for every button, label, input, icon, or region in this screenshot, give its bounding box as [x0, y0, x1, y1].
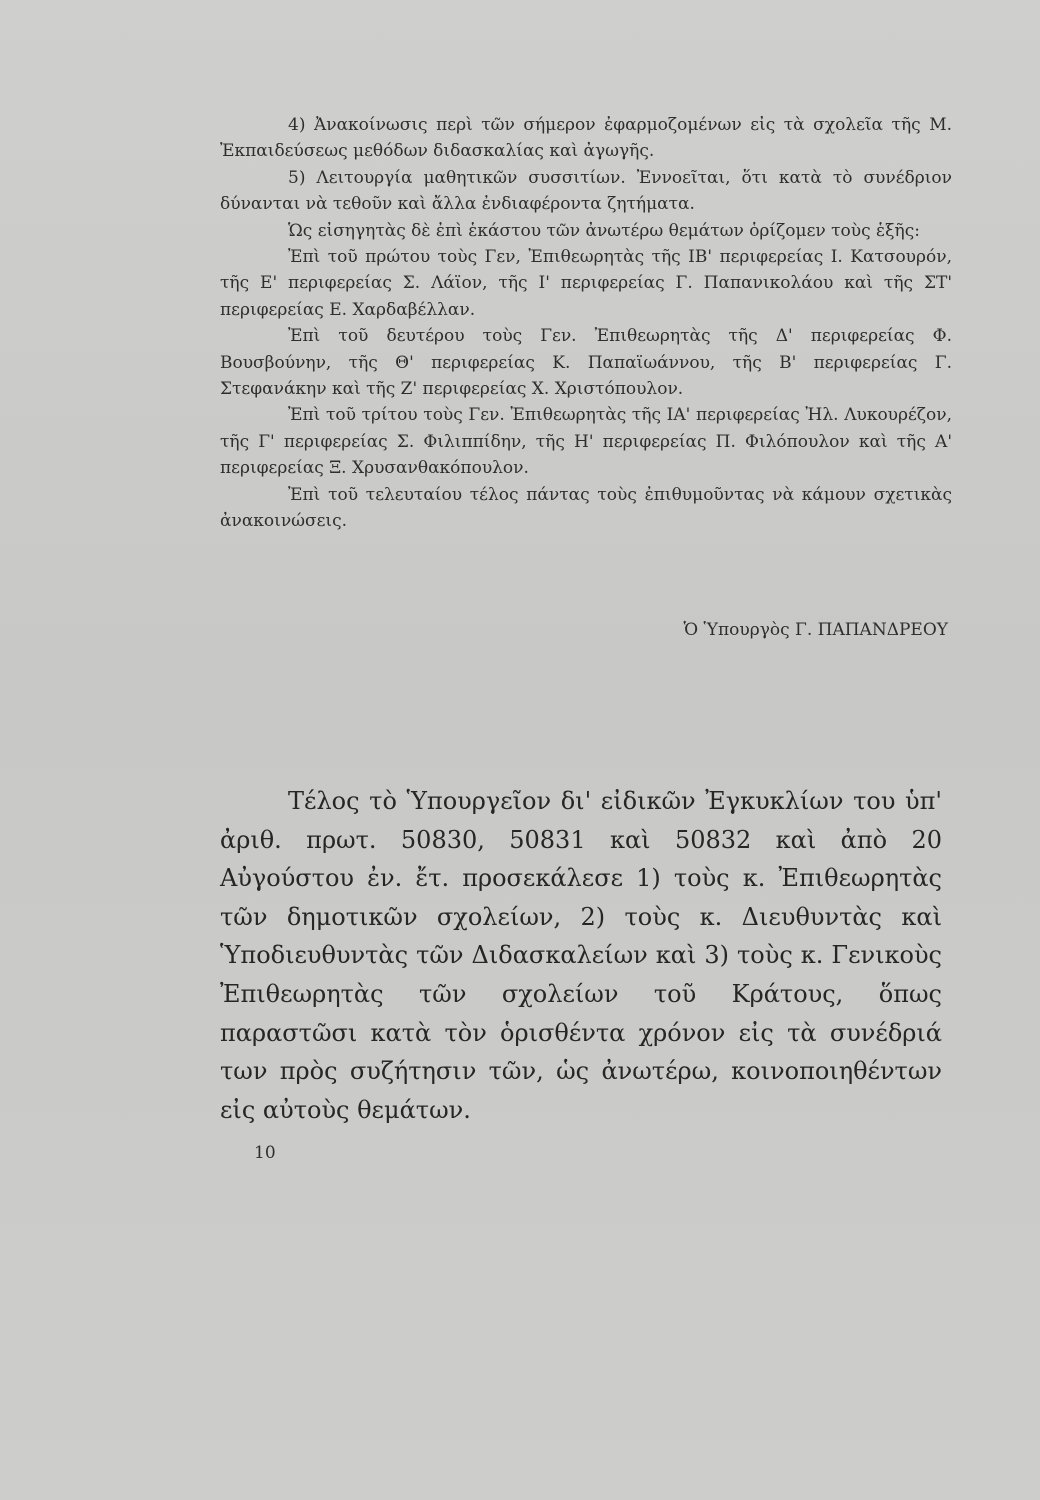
paragraph-third-topic: Ἐπὶ τοῦ τρίτου τοὺς Γεν. Ἐπιθεωρητὰς τῆς ΙΑ' περιφερείας Ἠλ. Λυκουρέζον, τῆς Γ' περιφερείας Σ. Φιλιππίδην, τῆς Η' περιφερείας Π. Φιλόπουλον καὶ τῆς Α' περιφερείας Ξ. Χρυσανθακόπουλον. — [220, 405, 952, 479]
paragraph-second-topic: Ἐπὶ τοῦ δευτέρου τοὺς Γεν. Ἐπιθεωρητὰς τῆς Δ' περιφερείας Φ. Βουσβούνην, τῆς Θ' περιφερείας Κ. Παπαϊωάννου, τῆς Β' περιφερείας Γ. Στεφανάκην καὶ τῆς Ζ' περιφερείας Χ. Χριστόπουλον. — [220, 326, 952, 400]
paragraph-last-topic: Ἐπὶ τοῦ τελευταίου τέλος πάντας τοὺς ἐπιθυμοῦντας νὰ κάμουν σχετικὰς ἀνακοινώσεις. — [220, 484, 952, 532]
minister-signature: Ὁ Ὑπουργὸς Γ. ΠΑΠΑΝΔΡΕΟΥ — [683, 620, 948, 640]
paragraph-rapporteurs-intro: Ὡς εἰσηγητὰς δὲ ἐπὶ ἑκάστου τῶν ἀνωτέρω θεμάτων ὁρίζομεν τοὺς ἑξῆς: — [288, 220, 920, 241]
upper-text-block — [220, 112, 952, 535]
closing-paragraph: Τέλος τὸ Ὑπουργεῖον δι' εἰδικῶν Ἐγκυκλίων του ὑπ' ἀριθ. πρωτ. 50830, 50831 καὶ 50832 καὶ ἀπὸ 20 Αὐγούστου ἐν. ἔτ. προσεκάλεσε 1) τοὺς κ. Ἐπιθεωρητὰς τῶν δημοτικῶν σχολείων, 2) τοὺς κ. Διευθυντὰς καὶ Ὑποδιευθυντὰς τῶν Διδασκαλείων καὶ 3) τοὺς κ. Γενικοὺς Ἐπιθεωρητὰς τῶν σχολείων τοῦ Κράτους, ὅπως παραστῶσι κατὰ τὸν ὁρισθέντα χρόνον εἰς τὰ συνέδριά των πρὸς συζήτησιν τῶν, ὡς ἀνωτέρω, κοινοποιηθέντων εἰς αὐτοὺς θεμάτων. — [220, 787, 942, 1124]
paragraph-item-5: 5) Λειτουργία μαθητικῶν συσσιτίων. Ἐννοεῖται, ὅτι κατὰ τὸ συνέδριον δύνανται νὰ τεθοῦν καὶ ἄλλα ἐνδιαφέροντα ζητήματα. — [220, 167, 952, 215]
paragraph-item-4: 4) Ἀνακοίνωσις περὶ τῶν σήμερον ἐφαρμοζομένων εἰς τὰ σχολεῖα τῆς Μ. Ἐκπαιδεύσεως μεθόδων διδασκαλίας καὶ ἀγωγῆς. — [220, 115, 952, 162]
page-number: 10 — [254, 1143, 276, 1163]
paragraph-first-topic: Ἐπὶ τοῦ πρώτου τοὺς Γεν, Ἐπιθεωρητὰς τῆς ΙΒ' περιφερείας Ι. Κατσουρόν, τῆς Ε' περιφερείας Σ. Λάϊον, τῆς Ι' περιφερείας Γ. Παπανικολάου καὶ τῆς ΣΤ' περιφερείας Ε. Χαρδαβέλλαν. — [220, 247, 952, 320]
